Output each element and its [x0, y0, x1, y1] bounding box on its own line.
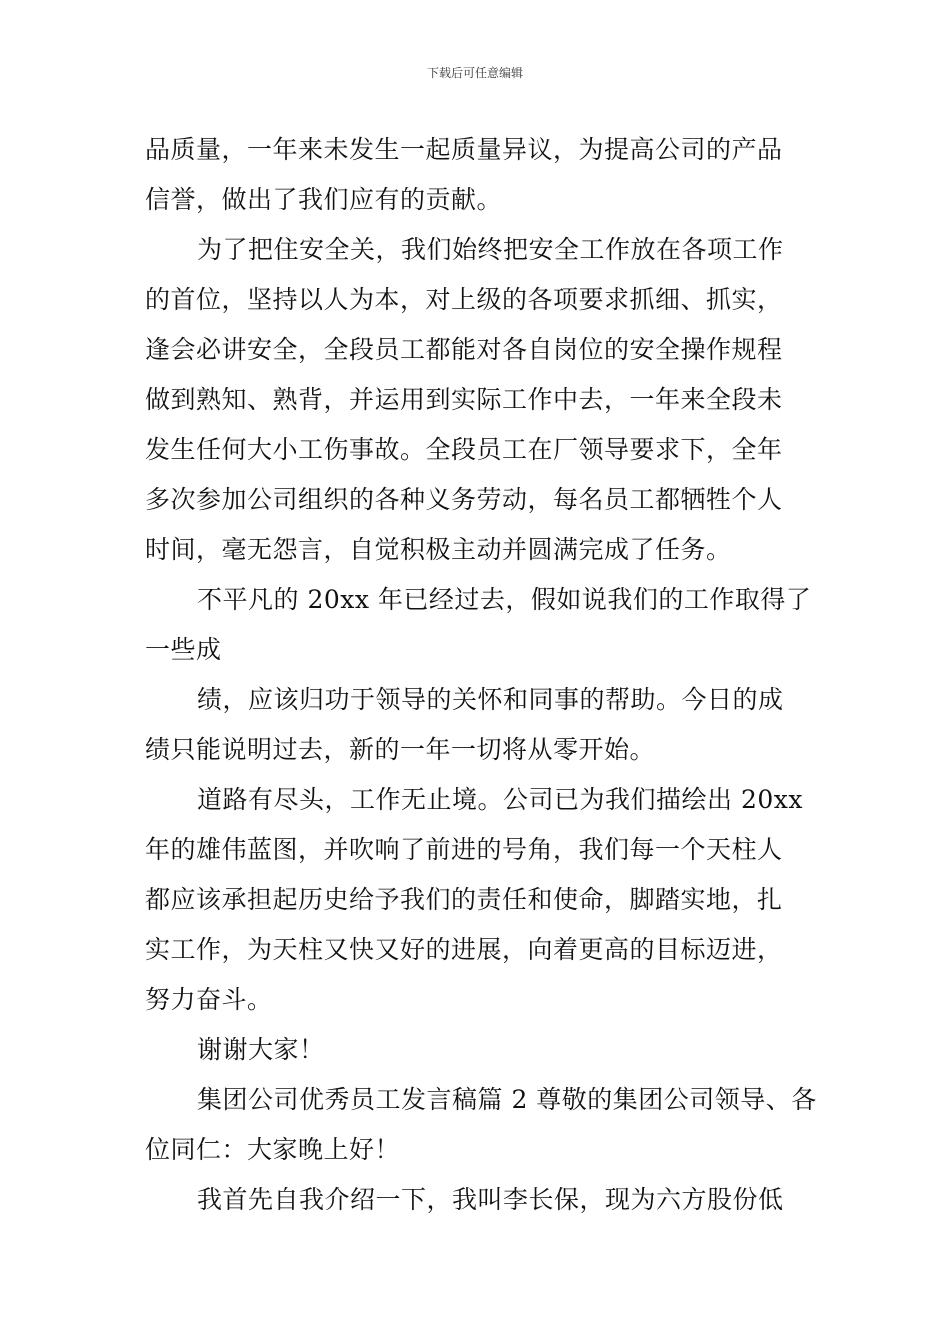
body-line: 位同仁：大家晚上好！ [145, 1135, 401, 1164]
body-line: 做到熟知、熟背，并运用到实际工作中去，一年来全段未 [145, 385, 783, 414]
body-line: 时间，毫无怨言，自觉积极主动并圆满完成了任务。 [145, 535, 732, 564]
body-line: 的首位，坚持以人为本，对上级的各项要求抓细、抓实， [145, 285, 783, 314]
body-line: 道路有尽头，工作无止境。公司已为我们描绘出 20xx [197, 785, 803, 814]
body-line: 品质量，一年来未发生一起质量异议，为提高公司的产品 [145, 135, 783, 164]
body-line: 绩只能说明过去，新的一年一切将从零开始。 [145, 735, 656, 764]
body-line: 为了把住安全关，我们始终把安全工作放在各项工作 [197, 235, 784, 264]
body-line: 努力奋斗。 [145, 985, 273, 1014]
body-line: 不平凡的 20xx 年已经过去，假如说我们的工作取得了 [197, 585, 812, 614]
body-line: 年的雄伟蓝图，并吹响了前进的号角，我们每一个天柱人 [145, 835, 783, 864]
body-line: 集团公司优秀员工发言稿篇 2 尊敬的集团公司领导、各 [197, 1085, 817, 1114]
body-line: 都应该承担起历史给予我们的责任和使命，脚踏实地，扎 [145, 885, 783, 914]
body-line: 绩，应该归功于领导的关怀和同事的帮助。今日的成 [197, 685, 784, 714]
body-line: 信誉，做出了我们应有的贡献。 [145, 185, 503, 214]
body-line: 多次参加公司组织的各种义务劳动，每名员工都牺牲个人 [145, 485, 783, 514]
page-header-note: 下载后可任意编辑 [426, 66, 523, 80]
body-line: 谢谢大家！ [197, 1035, 325, 1064]
body-line: 我首先自我介绍一下，我叫李长保，现为六方股份低 [197, 1185, 784, 1214]
body-line: 一些成 [145, 635, 222, 664]
body-line: 实工作，为天柱又快又好的进展，向着更高的目标迈进， [145, 935, 783, 964]
body-line: 发生任何大小工伤事故。全段员工在厂领导要求下，全年 [145, 435, 783, 464]
body-line: 逢会必讲安全，全段员工都能对各自岗位的安全操作规程 [145, 335, 783, 364]
